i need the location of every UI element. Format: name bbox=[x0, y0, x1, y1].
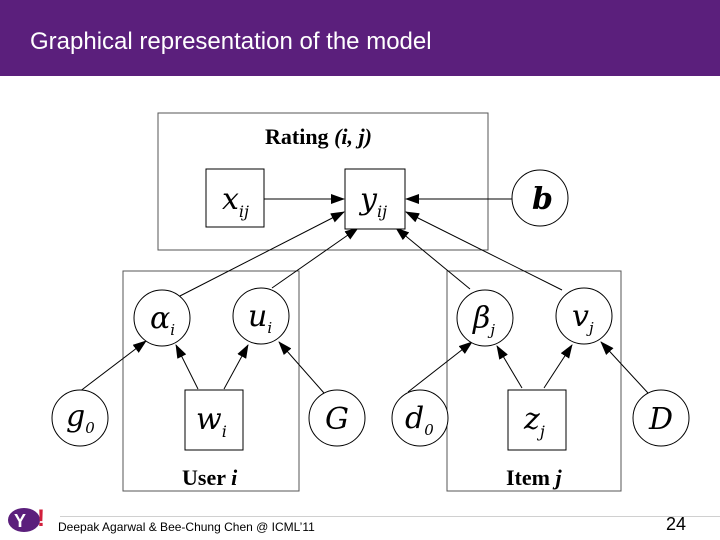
node-beta-label: βj bbox=[473, 301, 495, 339]
footer-credit: Deepak Agarwal & Bee-Chung Chen @ ICML’11 bbox=[58, 520, 315, 534]
node-w-label: wi bbox=[196, 402, 227, 441]
node-u-label: ui bbox=[248, 299, 273, 337]
node-b-label: b bbox=[532, 182, 553, 217]
rating-plate-title: Rating (i, j) bbox=[265, 124, 372, 149]
node-g-label: g0 bbox=[66, 399, 95, 437]
yahoo-logo-icon bbox=[6, 502, 50, 536]
page-number: 24 bbox=[666, 514, 687, 534]
edge-w-u bbox=[224, 345, 248, 389]
node-G-label: G bbox=[325, 402, 349, 437]
edge-z-v bbox=[544, 345, 572, 388]
edge-w-alpha bbox=[176, 345, 198, 389]
node-alpha-label: αi bbox=[150, 301, 176, 339]
edge-D-v bbox=[601, 342, 648, 393]
svg-text:!: ! bbox=[37, 505, 45, 532]
slide-title: Graphical representation of the model bbox=[30, 28, 432, 55]
node-d-label: d0 bbox=[405, 401, 434, 439]
edge-u-y bbox=[272, 228, 358, 288]
edge-z-beta bbox=[497, 346, 522, 388]
user-plate-title: User i bbox=[182, 465, 238, 490]
edge-d-beta bbox=[408, 342, 472, 392]
node-y-label: yij bbox=[360, 182, 388, 221]
footer-divider bbox=[60, 516, 720, 517]
node-v-label: vj bbox=[572, 299, 594, 337]
svg-text:Y: Y bbox=[14, 511, 27, 531]
edge-g-alpha bbox=[79, 341, 146, 392]
item-plate-title: Item j bbox=[506, 465, 562, 490]
edge-beta-y bbox=[396, 228, 470, 289]
edge-G-u bbox=[279, 342, 324, 393]
node-D-label: D bbox=[649, 402, 674, 437]
node-z-label: zj bbox=[524, 402, 545, 441]
node-x-label: xij bbox=[222, 182, 249, 221]
